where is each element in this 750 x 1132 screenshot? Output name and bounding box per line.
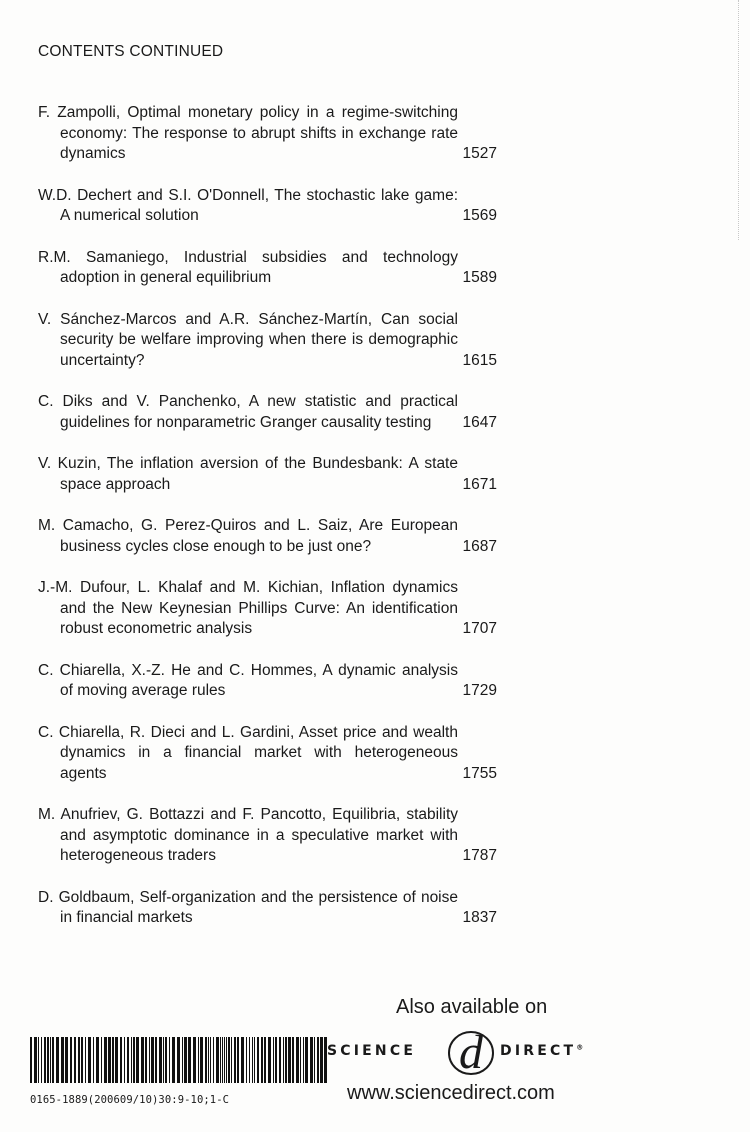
barcode-bar xyxy=(226,1037,227,1083)
barcode-bar xyxy=(268,1037,271,1083)
barcode-bar xyxy=(78,1037,80,1083)
toc-entry-page: 1707 xyxy=(462,620,497,637)
toc-entry xyxy=(38,888,508,929)
toc-entry xyxy=(38,103,508,165)
barcode-number: 0165-1889(200609/10)30:9-10;1-C xyxy=(30,1094,230,1106)
toc-entry-page: 1755 xyxy=(462,764,497,782)
barcode-bar xyxy=(303,1037,304,1083)
barcode-bar xyxy=(257,1037,259,1083)
sciencedirect-d-icon xyxy=(444,1024,500,1080)
barcode-bar xyxy=(169,1037,170,1083)
barcode-bar xyxy=(172,1037,175,1083)
barcode-bar xyxy=(198,1037,199,1083)
toc-entry xyxy=(38,723,508,785)
barcode-bar xyxy=(275,1037,277,1083)
toc-entry-page: 1569 xyxy=(462,207,497,224)
barcode-bar xyxy=(155,1037,157,1083)
barcode-bar xyxy=(237,1037,239,1083)
barcode-bar xyxy=(127,1037,129,1083)
barcode-bar xyxy=(112,1037,114,1083)
barcode-bar xyxy=(56,1037,59,1083)
barcode-bar xyxy=(279,1037,281,1083)
sciencedirect-logo xyxy=(326,1024,626,1080)
barcode-bar xyxy=(177,1037,180,1083)
barcode-bar xyxy=(283,1037,284,1083)
barcode-bar xyxy=(136,1037,139,1083)
toc-entry-text: J.-M. Dufour, L. Khalaf and M. Kichian, Inflation dynamics and the New Keynesian Phillips Curve: An identification robust econometric analysis xyxy=(38,579,458,637)
toc-entry-text: C. Diks and V. Panchenko, A new statistic and practical guidelines for nonparametric Granger causality testing xyxy=(38,393,458,431)
barcode-bar xyxy=(205,1037,207,1083)
barcode-bar xyxy=(231,1037,232,1083)
barcode-image xyxy=(30,1037,330,1083)
barcode-bar xyxy=(47,1037,49,1083)
barcode-bar xyxy=(182,1037,183,1083)
barcode-bar xyxy=(34,1037,37,1083)
toc-entry-text: C. Chiarella, X.-Z. He and C. Hommes, A dynamic analysis of moving average rules xyxy=(38,661,458,699)
toc-entry-page: 1687 xyxy=(462,537,497,555)
barcode-bar xyxy=(208,1037,209,1083)
toc-entry xyxy=(38,454,508,495)
toc-entry xyxy=(38,661,508,702)
barcode-bar xyxy=(61,1037,64,1083)
barcode-bar xyxy=(234,1037,236,1083)
barcode-bar xyxy=(252,1037,253,1083)
barcode-bar xyxy=(85,1037,86,1083)
barcode-bar xyxy=(38,1037,39,1083)
barcode-bar xyxy=(149,1037,150,1083)
barcode-bar xyxy=(228,1037,230,1083)
toc-entry xyxy=(38,310,508,372)
barcode-bar xyxy=(88,1037,91,1083)
barcode-bar xyxy=(65,1037,68,1083)
barcode-bar xyxy=(50,1037,51,1083)
toc-entry-page: 1589 xyxy=(462,269,497,286)
barcode-bar xyxy=(52,1037,54,1083)
barcode-bar xyxy=(115,1037,118,1083)
barcode-bar xyxy=(81,1037,83,1083)
barcode-bar xyxy=(101,1037,102,1083)
barcode-bar xyxy=(188,1037,191,1083)
toc-entry-page: 1729 xyxy=(462,682,497,699)
toc-entry-page: 1671 xyxy=(462,475,497,493)
barcode-bar xyxy=(296,1037,299,1083)
barcode-bar xyxy=(216,1037,219,1083)
toc-entry-text: W.D. Dechert and S.I. O'Donnell, The stochastic lake game: A numerical solution xyxy=(38,186,458,224)
toc-entry-page: 1527 xyxy=(462,145,497,162)
barcode-bar xyxy=(151,1037,154,1083)
barcode-bar xyxy=(159,1037,162,1083)
toc-entry-text: V. Sánchez-Marcos and A.R. Sánchez-Martín, Can social security be welfare improving when there is demographic uncertainty? xyxy=(38,310,458,369)
toc-entry xyxy=(38,805,508,867)
barcode-bar xyxy=(165,1037,167,1083)
toc-entry-page: 1787 xyxy=(462,847,497,864)
barcode-bar xyxy=(163,1037,164,1083)
table-of-contents xyxy=(38,103,508,950)
contents-header: CONTENTS CONTINUED xyxy=(38,43,224,60)
toc-entry-text: C. Chiarella, R. Dieci and L. Gardini, Asset price and wealth dynamics in a financial market with heterogeneous agents xyxy=(38,723,458,782)
toc-entry-text: V. Kuzin, The inflation aversion of the Bundesbank: A state space approach xyxy=(38,455,458,493)
barcode-bar xyxy=(210,1037,211,1083)
toc-entry xyxy=(38,578,508,640)
barcode-bar xyxy=(254,1037,255,1083)
barcode-bar xyxy=(222,1037,223,1083)
barcode-bar xyxy=(108,1037,111,1083)
barcode-bar xyxy=(200,1037,203,1083)
toc-entry-text: F. Zampolli, Optimal monetary policy in a regime-switching economy: The response to abrupt shifts in exchange rate dynamics xyxy=(38,104,458,162)
page-edge-mark xyxy=(738,0,740,240)
logo-d-mark: d xyxy=(459,1026,483,1079)
barcode-bar xyxy=(224,1037,225,1083)
sciencedirect-url: www.sciencedirect.com xyxy=(347,1082,555,1104)
barcode-bar xyxy=(264,1037,266,1083)
logo-direct-text: DIRECT® xyxy=(500,1043,584,1059)
logo-science-text: SCIENCE xyxy=(327,1043,417,1059)
toc-entry xyxy=(38,516,508,557)
barcode-bar xyxy=(220,1037,221,1083)
toc-entry xyxy=(38,248,508,289)
barcode-bar xyxy=(193,1037,196,1083)
barcode-bar xyxy=(249,1037,250,1083)
barcode-bar xyxy=(246,1037,247,1083)
registered-mark-icon: ® xyxy=(576,1043,584,1052)
barcode-bar xyxy=(314,1037,315,1083)
barcode-bar xyxy=(93,1037,94,1083)
barcode-bar xyxy=(44,1037,46,1083)
barcode-bar xyxy=(70,1037,72,1083)
barcode-bar xyxy=(30,1037,32,1083)
barcode-bar xyxy=(74,1037,76,1083)
barcode-bar xyxy=(288,1037,291,1083)
barcode-bar xyxy=(96,1037,99,1083)
barcode-bar xyxy=(133,1037,135,1083)
toc-entry xyxy=(38,186,508,227)
barcode-bar xyxy=(141,1037,144,1083)
barcode-bar xyxy=(213,1037,214,1083)
barcode-bar xyxy=(285,1037,287,1083)
barcode-bar xyxy=(310,1037,313,1083)
barcode-bar xyxy=(261,1037,263,1083)
barcode-block xyxy=(30,1037,330,1106)
barcode-bar xyxy=(317,1037,319,1083)
toc-entry-text: D. Goldbaum, Self-organization and the persistence of noise in financial markets xyxy=(38,888,458,926)
toc-entry xyxy=(38,392,508,433)
barcode-bar xyxy=(120,1037,122,1083)
barcode-bar xyxy=(292,1037,294,1083)
barcode-bar xyxy=(300,1037,301,1083)
toc-entry-page: 1647 xyxy=(462,413,497,431)
barcode-bar xyxy=(124,1037,125,1083)
barcode-bar xyxy=(131,1037,132,1083)
toc-entry-text: M. Anufriev, G. Bottazzi and F. Pancotto, Equilibria, stability and asymptotic dominance in a speculative market with heterogeneous traders xyxy=(38,806,458,864)
barcode-bar xyxy=(273,1037,274,1083)
barcode-bar xyxy=(320,1037,323,1083)
toc-entry-page: 1615 xyxy=(462,351,497,369)
barcode-bar xyxy=(184,1037,187,1083)
toc-entry-text: R.M. Samaniego, Industrial subsidies and technology adoption in general equilibrium xyxy=(38,248,458,286)
also-available-label: Also available on xyxy=(396,996,548,1018)
toc-entry-page: 1837 xyxy=(462,909,497,926)
barcode-bar xyxy=(104,1037,107,1083)
barcode-bar xyxy=(305,1037,308,1083)
barcode-bar xyxy=(145,1037,147,1083)
toc-entry-text: M. Camacho, G. Perez-Quiros and L. Saiz, Are European business cycles close enough to be just one? xyxy=(38,517,458,555)
barcode-bar xyxy=(41,1037,42,1083)
barcode-bar xyxy=(241,1037,244,1083)
